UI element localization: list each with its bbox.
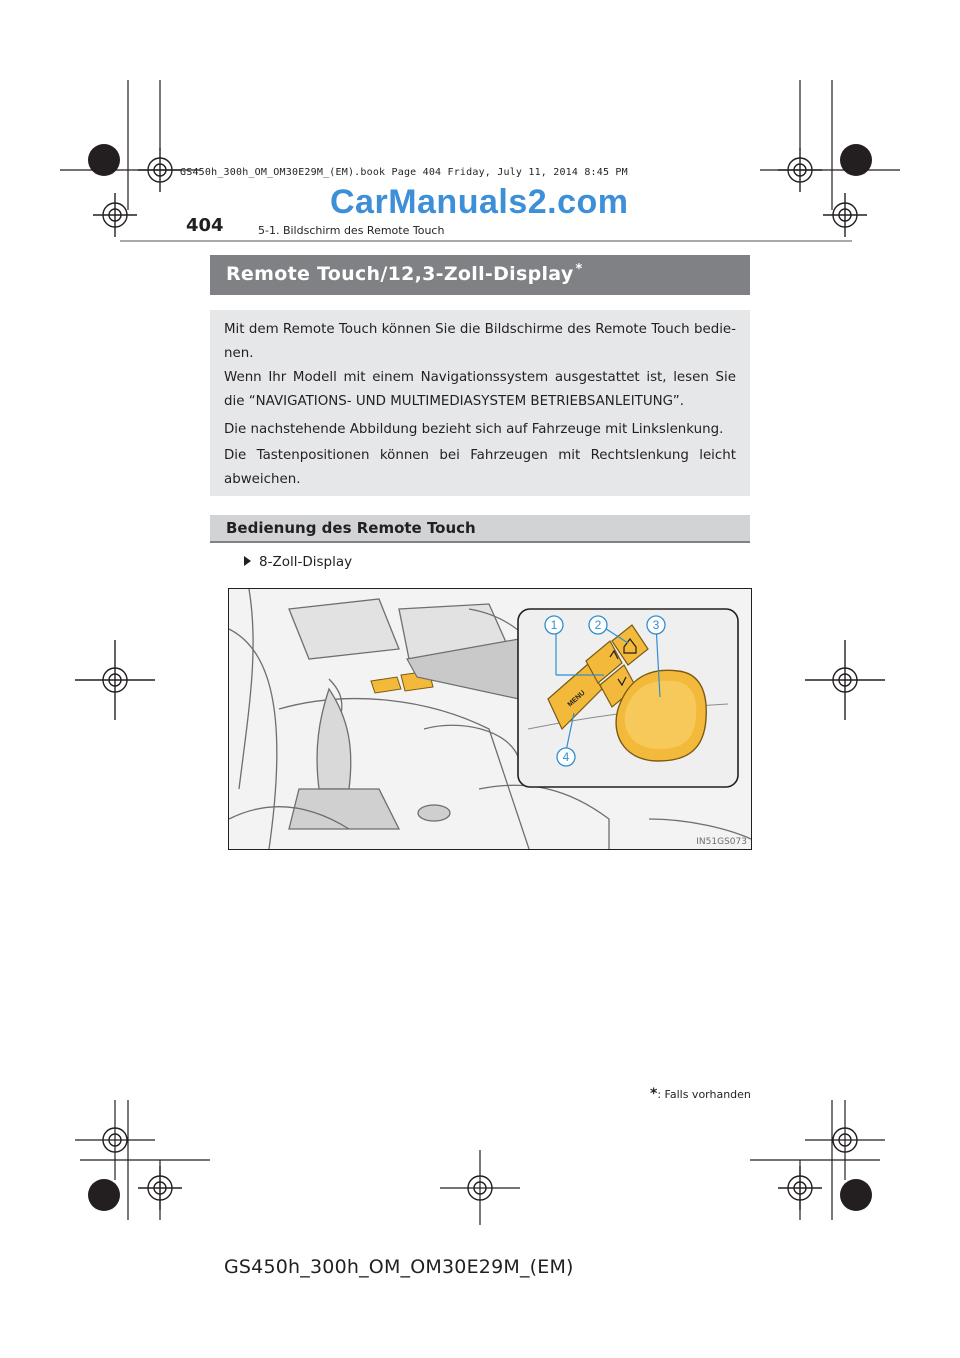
section-title: 5-1. Bildschirm des Remote Touch xyxy=(258,224,445,237)
intro-paragraph-4: Die Tastenpositionen können bei Fahrzeugen mit Rechtslenkung leicht abweichen. xyxy=(224,448,736,487)
title-asterisk: * xyxy=(575,262,583,277)
intro-paragraph-2: Wenn Ihr Modell mit einem Navigationssystem ausgestattet ist, lesen Sie die “NAVIGATIONS- UND MULTIMEDIASYSTEM BETRIEBSANLEITUNG”. xyxy=(224,370,736,409)
console-drawing xyxy=(229,589,751,849)
callout-label-2: 2 xyxy=(594,618,602,632)
book-info-line: GS450h_300h_OM_OM30E29M_(EM).book Page 404 Friday, July 11, 2014 8:45 PM xyxy=(180,167,628,178)
footnote-mark: * xyxy=(650,1086,658,1102)
intro-paragraph-1: Mit dem Remote Touch können Sie die Bildschirme des Remote Touch bedie-nen. xyxy=(224,322,736,361)
triangle-bullet-icon xyxy=(244,556,251,566)
intro-paragraph-3: Die nachstehende Abbildung bezieht sich auf Fahrzeuge mit Linkslenkung. xyxy=(224,422,724,437)
title-bar xyxy=(210,255,750,295)
footer-code: GS450h_300h_OM_OM30E29M_(EM) xyxy=(224,1256,574,1278)
subheading: Bedienung des Remote Touch xyxy=(226,519,476,537)
header-rule xyxy=(120,240,852,242)
callout-label-3: 3 xyxy=(652,618,660,632)
bullet-label: 8-Zoll-Display xyxy=(259,554,353,570)
menu-label: MENU xyxy=(566,689,587,709)
subheading-bar xyxy=(210,515,750,541)
subheading-rule xyxy=(210,541,750,543)
bullet-item xyxy=(244,554,352,570)
intro-box xyxy=(210,310,750,496)
illustration-code: IN51GS073 xyxy=(696,837,747,847)
page-number: 404 xyxy=(186,215,224,236)
callout-label-1: 1 xyxy=(550,618,558,632)
callout-label-4: 4 xyxy=(562,750,570,764)
remote-touch-illustration xyxy=(228,588,752,850)
footnote-text: : Falls vorhanden xyxy=(657,1088,751,1101)
watermark[interactable]: CarManuals2.com xyxy=(330,183,629,221)
page-title: Remote Touch/12,3-Zoll-Display * xyxy=(226,262,583,285)
footnote xyxy=(650,1086,751,1102)
